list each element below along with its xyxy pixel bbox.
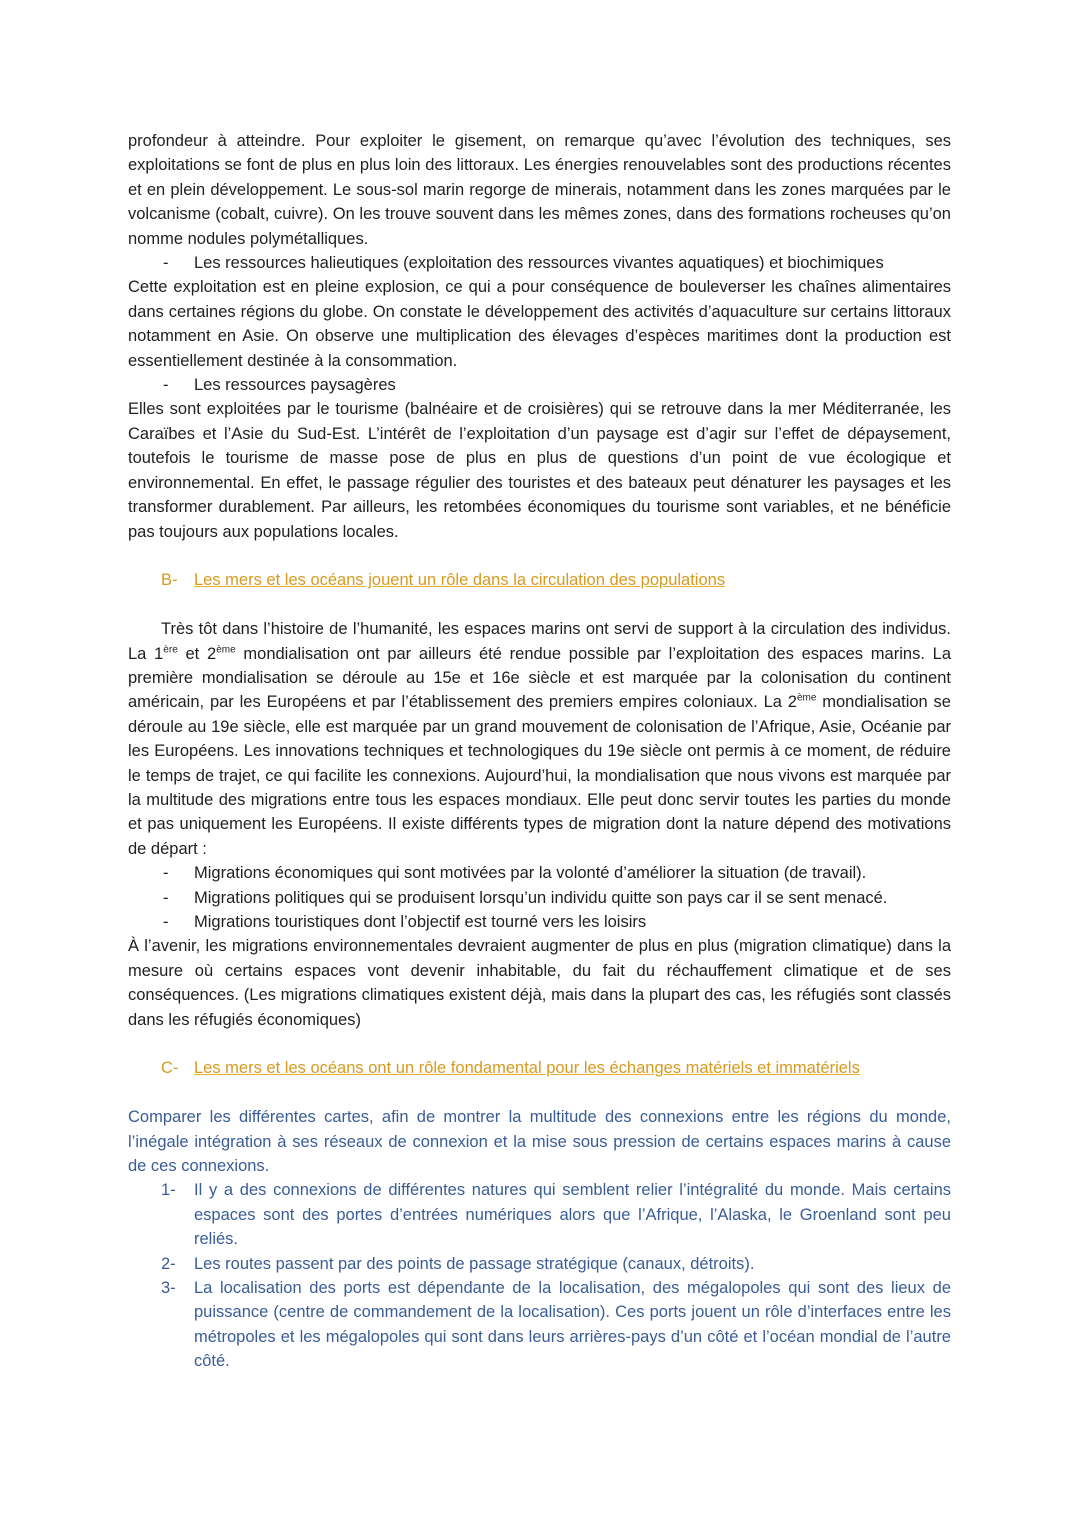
- intro-paragraph: profondeur à atteindre. Pour exploiter le gisement, on remarque qu’avec l’évolution des techniques, ses exploitations se font de plus en plus loin des littoraux. Les énergies renouvelables sont des productions récentes et en plein développement. Le sous-sol marin regorge de minerais, notamment dans les zones marquées par le volcanisme (cobalt, cuivre). On les trouve souvent dans les mêmes zones, dans des formations rocheuses qu’on nomme nodules polymétalliques.: [128, 132, 951, 248]
- migration-item: - Migrations touristiques dont l’objectif est tourné vers les loisirs: [128, 910, 951, 934]
- spacer: [128, 544, 951, 568]
- item-number: 2-: [161, 1254, 176, 1273]
- numbered-item: 2- Les routes passent par des points de passage stratégique (canaux, détroits).: [128, 1252, 951, 1276]
- bullet-dash: -: [163, 864, 169, 883]
- section-c-instruction: Comparer les différentes cartes, afin de montrer la multitude des connexions entre les régions du monde, l’inégale intégration à ses réseaux de connexion et la mise sous pression de certains espaces marins à cause de ces connexions.: [128, 1108, 951, 1175]
- landscape-heading: - Les ressources paysagères: [128, 373, 951, 397]
- bullet-dash: -: [163, 254, 169, 273]
- numbered-item: 1- Il y a des connexions de différentes natures qui semblent relier l’intégralité du monde. Mais certains espaces sont des portes d’entrées numériques alors que l’Afrique, l’Alaska, le Groenland sont peu reliés.: [128, 1178, 951, 1251]
- section-c-letter: C-: [161, 1059, 179, 1078]
- item-number: 3-: [161, 1279, 176, 1298]
- migration-item: - Migrations économiques qui sont motivées par la volonté d’améliorer la situation (de travail).: [128, 861, 951, 885]
- landscape-paragraph: Elles sont exploitées par le tourisme (balnéaire et de croisières) qui se retrouve dans la mer Méditerranée, les Caraïbes et l’Asie du Sud-Est. L’intérêt de l’exploitation d’un paysage est d’agir sur l’effet de dépaysement, toutefois le tourisme de masse pose de plus en plus de questions d’un point de vue écologique et environnemental. En effet, le passage régulier des touristes et des bateaux peut dénaturer les paysages et les transformer durablement. Par ailleurs, les retombées économiques du tourisme sont variables, et ne bénéficie pas toujours aux populations locales.: [128, 400, 951, 541]
- bullet-dash: -: [163, 376, 169, 395]
- section-c-heading: [128, 1056, 951, 1080]
- numbered-item: 3- La localisation des ports est dépendante de la localisation, des mégalopoles qui sont des lieux de puissance (centre de commandement de la localisation). Ces ports jouent un rôle d’interfaces entre les métropoles et les mégalopoles qui sont dans leurs arrières-pays d’un côté et l’océan mondial de l’autre côté.: [128, 1276, 951, 1374]
- halieutic-heading: - Les ressources halieutiques (exploitation des ressources vivantes aquatiques) et biochimiques: [128, 251, 951, 275]
- spacer: [128, 1081, 951, 1105]
- bullet-dash: -: [163, 912, 169, 931]
- halieutic-paragraph: Cette exploitation est en pleine explosion, ce qui a pour conséquence de bouleverser les chaînes alimentaires dans certaines régions du globe. On constate le développement des activités d’aquaculture sur certains littoraux notamment en Asie. On observe une multiplication des élevages d’espèces maritimes dont la production est essentiellement destinée à la consommation.: [128, 278, 951, 370]
- section-b-paragraph: Très tôt dans l’histoire de l’humanité, les espaces marins ont servi de support à la circulation des individus. La 1ère et 2ème mondialisation ont par ailleurs été rendue possible par l’exploitation des espaces marins. La première mondialisation se déroule au 15e et 16e siècle et est marquée par la colonisation du continent américain, par les Européens et par l’établissement des premiers empires coloniaux. La 2ème mondialisation se déroule au 19e siècle, elle est marquée par un grand mouvement de colonisation de l’Afrique, Asie, Océanie par les Européens. Les innovations techniques et technologiques du 19e siècle ont permis à ce moment, de réduire le temps de trajet, ce qui facilite les connexions. Aujourd’hui, la mondialisation que nous vivons est marquée par la multitude des migrations entre tous les espaces mondiaux. Elle peut donc servir toutes les parties du monde et pas uniquement les Européens. Il existe différents types de migration dont la nature dépend des motivations de départ :: [128, 620, 952, 858]
- section-b-letter: B-: [161, 571, 178, 590]
- section-b-heading: [128, 568, 951, 592]
- section-b-closing: À l’avenir, les migrations environnementales devraient augmenter de plus en plus (migration climatique) dans la mesure où certains espaces vont devenir inhabitable, du fait du réchauffement climatique et de ses conséquences. (Les migrations climatiques existent déjà, mais dans la plupart des cas, les réfugiés sont classés dans les réfugiés économiques): [128, 937, 951, 1029]
- migration-item: - Migrations politiques qui se produisent lorsqu’un individu quitte son pays car il se sent menacé.: [128, 886, 951, 910]
- spacer: [128, 593, 951, 617]
- item-number: 1-: [161, 1181, 176, 1200]
- section-c-title: Les mers et les océans ont un rôle fondamental pour les échanges matériels et immatériels: [194, 1059, 860, 1078]
- bullet-dash: -: [163, 888, 169, 907]
- section-b-title: Les mers et les océans jouent un rôle dans la circulation des populations: [194, 571, 726, 590]
- spacer: [128, 1032, 951, 1056]
